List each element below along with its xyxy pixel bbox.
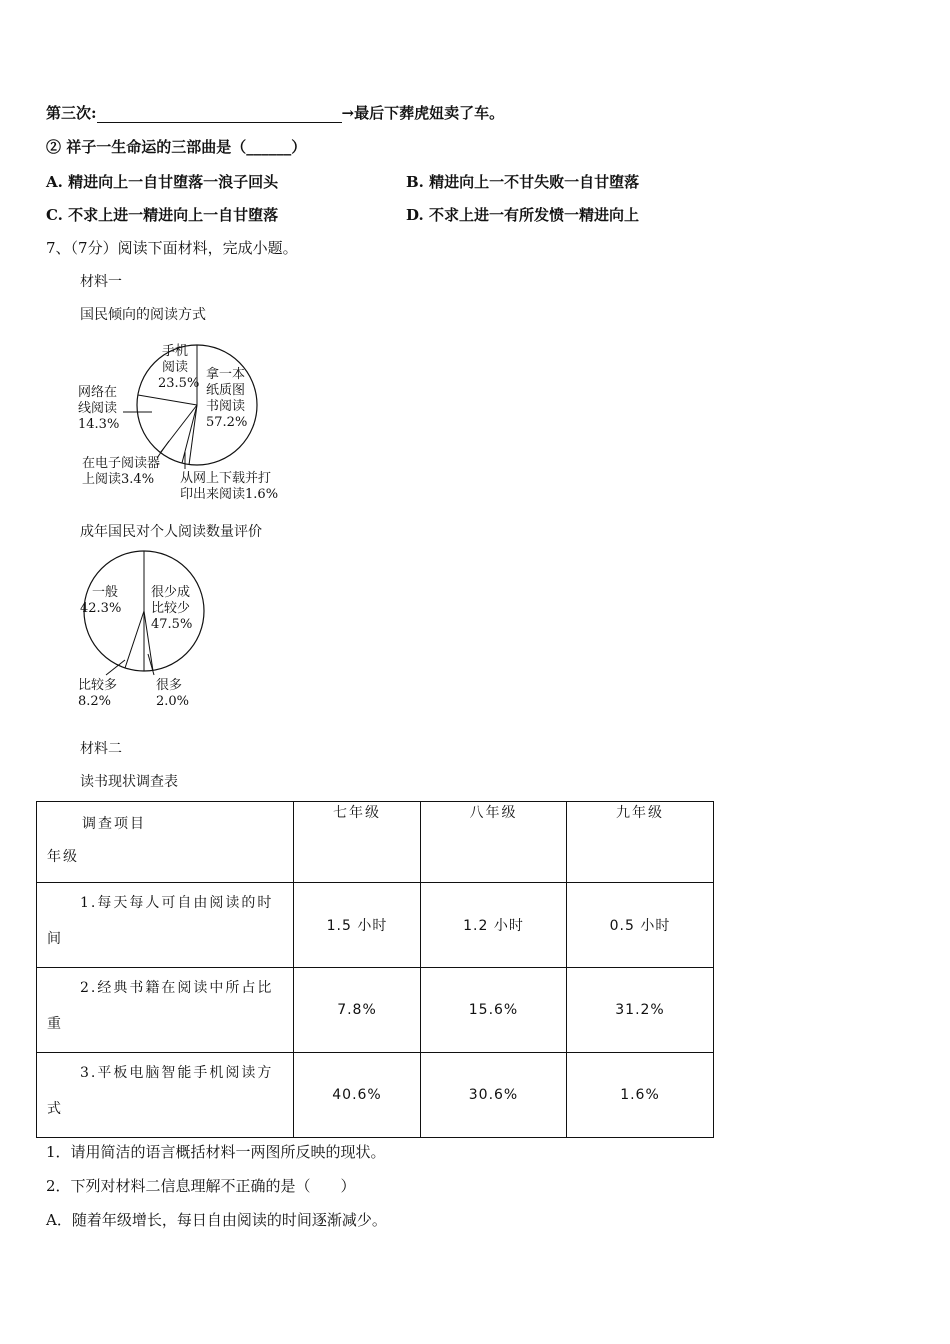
table-cell: 1.2 小时	[421, 883, 567, 968]
grade-header-7: 七年级	[294, 802, 421, 883]
header-item-label: 调查项目	[82, 816, 146, 832]
sub-question-2: 2．下列对材料二信息理解不正确的是（ ）	[46, 1177, 356, 1195]
chart-2-title: 成年国民对个人阅读数量评价	[80, 524, 262, 540]
table-cell: 15.6%	[421, 968, 567, 1053]
option-b[interactable]: B. 精进向上一不甘失败一自甘堕落	[406, 173, 640, 191]
pie1-label-network: 网络在线阅读 14.3%	[78, 385, 120, 432]
answer-blank[interactable]	[97, 104, 342, 123]
pie1-label-paper: 拿一本纸质图书阅读 57.2%	[206, 367, 248, 430]
option-d[interactable]: D. 不求上进一有所发愤一精进向上	[406, 206, 639, 224]
grade-header-8: 八年级	[421, 802, 567, 883]
table-cell: 31.2%	[567, 968, 714, 1053]
pie2-label-normal: 一般 42.3%	[80, 585, 122, 616]
table-header-row	[37, 802, 714, 883]
pie1-label-download: 从网上下载并打印出来阅读1.6%	[180, 471, 279, 502]
option-a[interactable]: A. 精进向上一自甘堕落一浪子回头	[46, 173, 279, 191]
pie1-divider-phone	[138, 395, 197, 405]
table-row	[37, 1053, 714, 1138]
question-7-heading: 7、（7分）阅读下面材料，完成小题。	[46, 239, 298, 257]
reading-mode-pie-chart	[70, 330, 300, 510]
option-c[interactable]: C. 不求上进一精进向上一自甘堕落	[46, 206, 279, 224]
sub-question-2-option-a[interactable]: A．随着年级增长，每日自由阅读的时间逐渐减少。	[46, 1211, 387, 1229]
material-1-title: 材料一	[80, 274, 122, 290]
pie2-label-few: 很少成比较少 47.5%	[151, 585, 193, 632]
chart-1-title: 国民倾向的阅读方式	[80, 307, 206, 323]
table-cell: 1.5 小时	[294, 883, 421, 968]
pie1-divider-ereader	[182, 405, 197, 463]
third-attempt-line	[46, 102, 504, 123]
reading-quantity-pie-chart	[70, 548, 220, 713]
table-cell: 40.6%	[294, 1053, 421, 1138]
third-result-text: →最后下葬虎妞卖了车。	[341, 104, 505, 122]
header-grade-label: 年级	[47, 849, 79, 865]
material-2-title: 材料二	[80, 741, 122, 757]
pie1-label-ereader: 在电子阅读器上阅读3.4%	[82, 456, 161, 487]
question-2-line	[46, 136, 306, 157]
pie1-label-phone: 手机阅读 23.5%	[158, 344, 200, 391]
table-row	[37, 883, 714, 968]
question-2-blank[interactable]: ______	[246, 138, 292, 156]
row-item-cell: 3.平板电脑智能手机阅读方 式	[37, 1053, 294, 1138]
sub-question-1: 1．请用简洁的语言概括材料一两图所反映的现状。	[46, 1143, 386, 1161]
reading-survey-table	[36, 801, 714, 1138]
question-2-text: ② 祥子一生命运的三部曲是（	[46, 138, 247, 156]
table-cell: 0.5 小时	[567, 883, 714, 968]
row-item-cell: 2.经典书籍在阅读中所占比 重	[37, 968, 294, 1053]
table-cell: 1.6%	[567, 1053, 714, 1138]
pie2-label-many: 很多 2.0%	[156, 678, 190, 709]
table-cell: 7.8%	[294, 968, 421, 1053]
table-corner-header	[37, 802, 294, 883]
table-row	[37, 968, 714, 1053]
question-2-close: ）	[291, 138, 307, 156]
table-title: 读书现状调查表	[80, 774, 178, 790]
pie2-label-more: 比较多 8.2%	[78, 678, 118, 709]
third-label: 第三次:	[46, 104, 97, 122]
grade-header-9: 九年级	[567, 802, 714, 883]
pie2-divider-normal	[125, 611, 144, 668]
table-cell: 30.6%	[421, 1053, 567, 1138]
row-item-cell: 1.每天每人可自由阅读的时 间	[37, 883, 294, 968]
